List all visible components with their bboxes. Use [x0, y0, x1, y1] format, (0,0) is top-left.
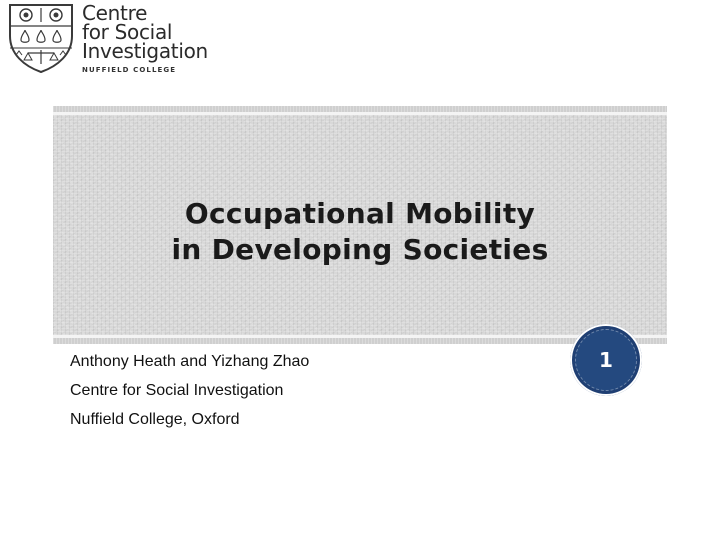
org-line-1: Centre	[82, 1, 148, 25]
college-crest-icon	[6, 2, 76, 74]
author-block	[70, 347, 309, 434]
author-names: Anthony Heath and Yizhang Zhao	[70, 353, 310, 370]
slide-number-badge	[570, 324, 642, 396]
author-college: Nuffield College, Oxford	[70, 411, 240, 428]
organisation-name	[82, 1, 208, 74]
slide-number-inner	[575, 329, 637, 391]
org-line-3: Investigation	[82, 39, 208, 63]
slide-number: 1	[599, 348, 613, 372]
title-banner	[53, 106, 667, 344]
title-line-2: in Developing Societies	[171, 233, 549, 266]
author-institution: Centre for Social Investigation	[70, 382, 284, 399]
org-line-2: for Social	[82, 20, 173, 44]
banner-top-gap	[53, 112, 667, 115]
title-line-1: Occupational Mobility	[184, 197, 536, 230]
logo	[6, 2, 216, 76]
slide-title	[53, 196, 667, 268]
org-subtitle: NUFFIELD COLLEGE	[82, 66, 177, 74]
